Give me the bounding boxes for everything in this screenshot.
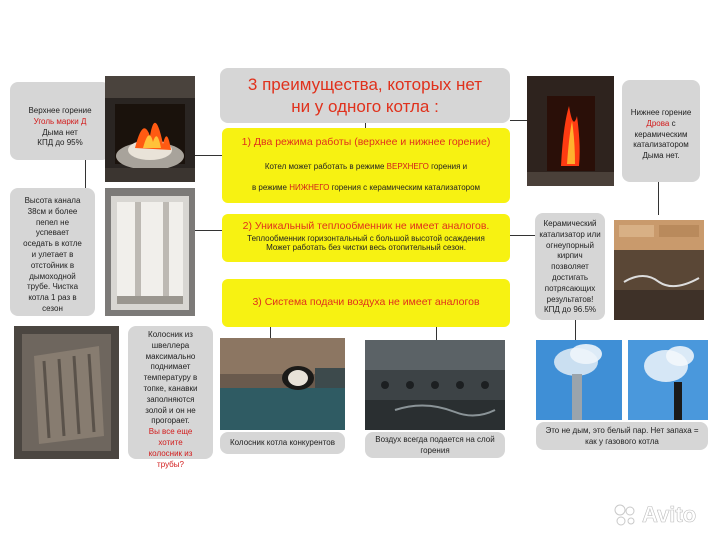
note-text: дымоходной	[29, 271, 76, 281]
photo-heat-exchanger-art	[105, 188, 195, 316]
note-text: Керамический	[543, 219, 597, 228]
note-text: позволяет	[551, 262, 589, 272]
note-text: швеллера	[151, 340, 190, 350]
photo-ceramic-catalyst-art	[614, 220, 704, 320]
photo-ceramic-catalyst	[614, 220, 704, 320]
caption-text: как у газового котла	[585, 436, 659, 446]
connector-line	[195, 155, 225, 156]
text: в режиме	[251, 183, 290, 192]
caption-text: Это не дым, это белый пар. Нет запаха =	[545, 426, 699, 435]
connector-line	[510, 120, 528, 121]
note-text: керамическим	[634, 129, 688, 139]
note-text-red: Дрова	[646, 118, 670, 128]
note-text: топке, канавки	[143, 383, 198, 393]
photo-channel-grate	[14, 326, 119, 459]
note-text: Колосник из	[148, 330, 193, 339]
advantage-3-heading: 3) Система подачи воздуха не имеет аналогов	[252, 296, 480, 308]
note-text: 38см и более	[27, 206, 78, 216]
advantage-2-line-1: Теплообменник горизонтальный с большой высотой осаждения	[247, 234, 485, 243]
avito-watermark	[612, 500, 712, 530]
note-text: пепел не	[35, 217, 70, 227]
connector-line	[85, 160, 86, 188]
avito-logo-icon	[612, 502, 638, 528]
note-text: КПД до 96.5%	[543, 305, 597, 315]
note-text-red: трубы?	[157, 459, 184, 469]
connector-line	[195, 230, 225, 231]
note-text: огнеупорный	[545, 240, 594, 250]
note-text: золой и он не	[145, 405, 196, 415]
caption-text: Воздух всегда подается на слой	[375, 435, 495, 444]
note-top-burning	[10, 82, 110, 160]
note-text: сезон	[42, 303, 63, 313]
photo-bottom-burning-art	[527, 76, 614, 186]
advantage-1-line-1	[222, 162, 510, 171]
avito-wordmark: Avito	[642, 502, 697, 527]
photo-air-supply	[365, 340, 505, 430]
caption-white-steam	[536, 422, 708, 450]
photo-white-steam-1	[536, 340, 622, 420]
title-line-1: 3 преимущества, которых нет	[247, 75, 483, 94]
note-text-red: Уголь марки Д	[33, 116, 87, 126]
note-text: Высота канала	[24, 196, 81, 205]
note-text-red: колосник из	[148, 448, 193, 458]
text: горения и	[428, 162, 468, 171]
advantage-3-box	[222, 279, 510, 327]
photo-white-steam-2-art	[628, 340, 708, 420]
advantage-1-heading: 1) Два режима работы (верхнее и нижнее горение)	[241, 136, 491, 148]
note-text: трубе. Чистка	[26, 282, 79, 292]
note-text: заполняются	[146, 394, 195, 404]
photo-channel-grate-art	[14, 326, 119, 459]
note-text: и улетает в	[31, 249, 74, 259]
note-text: оседать в котле	[23, 239, 82, 249]
caption-air-supply	[365, 432, 505, 458]
note-text: потрясающих	[544, 283, 596, 293]
note-text: максимально	[145, 351, 196, 361]
note-text: с	[669, 118, 676, 128]
caption-competitor-grate: Колосник котла конкурентов	[220, 432, 345, 454]
text: Котел может работать в режиме	[264, 162, 387, 171]
note-text: котла 1 раз в	[28, 293, 77, 303]
note-text: поднимает	[150, 362, 191, 372]
note-text: кирпич	[557, 251, 583, 261]
note-grate	[128, 326, 213, 469]
advantage-2-heading: 2) Уникальный теплообменник не имеет аналогов.	[242, 220, 490, 232]
photo-air-supply-art	[365, 340, 505, 430]
photo-white-steam-1-art	[536, 340, 622, 420]
connector-line	[658, 180, 659, 215]
note-text: Нижнее горение	[630, 108, 692, 117]
photo-competitor-grate-art	[220, 338, 345, 430]
note-ceramic-catalyst	[535, 213, 605, 320]
highlight-upper: ВЕРХНЕГО	[386, 162, 429, 171]
note-channel-height	[10, 188, 95, 316]
photo-bottom-burning-wood	[527, 76, 614, 186]
connector-line	[436, 326, 437, 340]
connector-line	[510, 235, 535, 236]
note-text: отстойник в	[30, 260, 75, 270]
note-bottom-burning	[622, 80, 700, 182]
photo-top-burning-coal	[105, 76, 195, 182]
photo-white-steam-2	[628, 340, 708, 420]
note-text-red: Вы все еще	[148, 427, 193, 437]
advantage-2-box	[222, 214, 510, 262]
note-text: прогорает.	[151, 416, 190, 426]
note-text: Верхнее горение	[28, 106, 92, 115]
note-text: КПД до 95%	[37, 138, 83, 148]
highlight-lower: НИЖНЕГО	[289, 183, 330, 192]
title-box	[220, 68, 510, 123]
title-line-2: ни у одного котла :	[291, 97, 439, 117]
advantage-1-line-2	[222, 183, 510, 192]
connector-line	[575, 320, 576, 340]
note-text: Дыма нет.	[642, 151, 680, 161]
note-text: достигать	[551, 272, 589, 282]
note-text: температуру в	[143, 373, 198, 383]
photo-competitor-grate	[220, 338, 345, 430]
note-text: успевает	[35, 228, 70, 238]
advantage-1-box	[222, 128, 510, 203]
note-text: результатов!	[546, 294, 594, 304]
note-text-red: хотите	[158, 437, 183, 447]
text: горения с керамическим катализатором	[329, 183, 481, 192]
advantage-2-line-2: Может работать без чистки весь отопительный сезон.	[266, 243, 466, 252]
note-text: катализатором	[633, 140, 689, 150]
photo-top-burning-art	[105, 76, 195, 182]
photo-heat-exchanger	[105, 188, 195, 316]
note-text: катализатор или	[539, 229, 601, 239]
caption-text: горения	[420, 445, 450, 455]
note-text: Дыма нет	[42, 127, 78, 137]
